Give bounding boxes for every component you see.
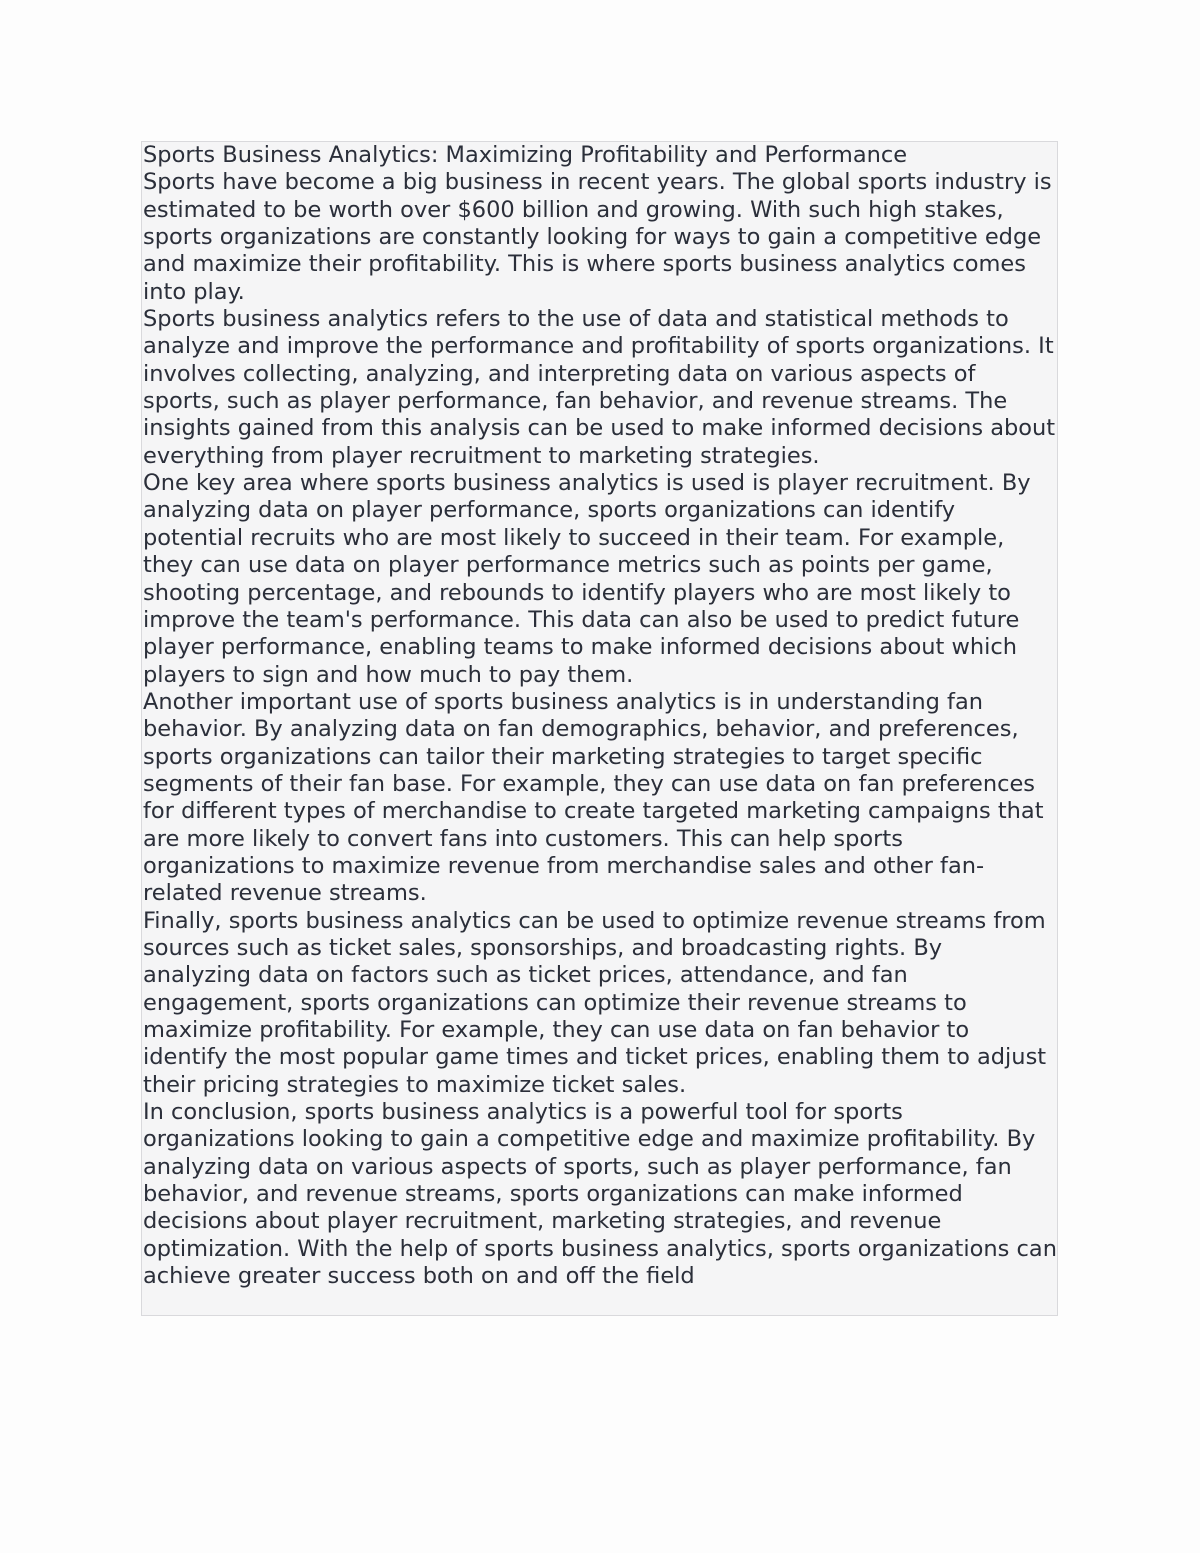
document-title: Sports Business Analytics: Maximizing Profitability and Performance bbox=[143, 142, 908, 168]
paragraph-definition: Sports business analytics refers to the use of data and statistical methods to analyze and improve the performance and profitability of sports organizations. It involves collecting, analyzing, and interpreting data on various aspects of sports, such as player performance, fan behavior, and revenue streams. The insights gained from this analysis can be used to make informed decisions about everything from player recruitment to marketing strategies. bbox=[143, 306, 1056, 469]
paragraph-revenue-streams: Finally, sports business analytics can be used to optimize revenue streams from sources such as ticket sales, sponsorships, and broadcasting rights. By analyzing data on factors such as ticket prices, attendance, and fan engagement, sports organizations can optimize their revenue streams to maximize profitability. For example, they can use data on fan behavior to identify the most popular game times and ticket prices, enabling them to adjust their pricing strategies to maximize ticket sales. bbox=[143, 907, 1047, 1098]
document-text-block bbox=[141, 141, 1058, 1316]
paragraph-player-recruitment: One key area where sports business analytics is used is player recruitment. By analyzing data on player performance, sports organizations can identify potential recruits who are most likely to succeed in their team. For example, they can use data on player performance metrics such as points per game, shooting percentage, and rebounds to identify players who are most likely to improve the team's performance. This data can also be used to predict future player performance, enabling teams to make informed decisions about which players to sign and how much to pay them. bbox=[143, 470, 1031, 688]
paragraph-intro: Sports have become a big business in recent years. The global sports industry is estimated to be worth over $600 billion and growing. With such high stakes, sports organizations are constantly looking for ways to gain a competitive edge and maximize their profitability. This is where sports business analytics comes into play. bbox=[143, 169, 1052, 305]
paragraph-conclusion: In conclusion, sports business analytics is a powerful tool for sports organizations looking to gain a competitive edge and maximize profitability. By analyzing data on various aspects of sports, such as player performance, fan behavior, and revenue streams, sports organizations can make informed decisions about player recruitment, marketing strategies, and revenue optimization. With the help of sports business analytics, sports organizations can achieve greater success both on and off the field bbox=[143, 1099, 1057, 1290]
paragraph-fan-behavior: Another important use of sports business analytics is in understanding fan behavior. By analyzing data on fan demographics, behavior, and preferences, sports organizations can tailor their marketing strategies to target specific segments of their fan base. For example, they can use data on fan preferences for different types of merchandise to create targeted marketing campaigns that are more likely to convert fans into customers. This can help sports organizations to maximize revenue from merchandise sales and other fan-related revenue streams. bbox=[143, 688, 1044, 907]
